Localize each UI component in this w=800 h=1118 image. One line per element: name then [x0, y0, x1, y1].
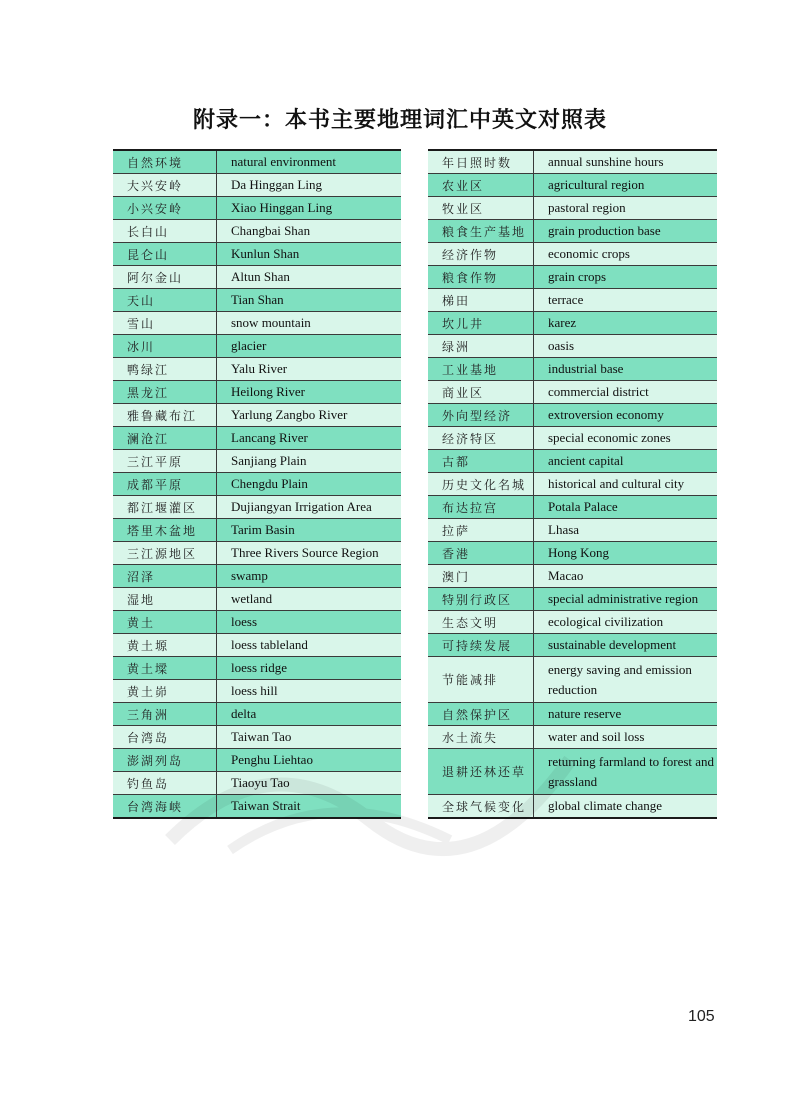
chinese-term: 布达拉宫 [428, 496, 534, 518]
table-row [113, 726, 401, 749]
chinese-term: 澳门 [428, 565, 534, 587]
english-term: Changbai Shan [217, 220, 401, 242]
english-term: returning farmland to forest and grassland [534, 749, 717, 794]
table-row [113, 266, 401, 289]
chinese-term: 工业基地 [428, 358, 534, 380]
table-row [113, 795, 401, 817]
chinese-term: 成都平原 [113, 473, 217, 495]
table-row [428, 174, 717, 197]
chinese-term: 天山 [113, 289, 217, 311]
chinese-term: 自然环境 [113, 151, 217, 173]
english-term: Penghu Liehtao [217, 749, 401, 771]
chinese-term: 可持续发展 [428, 634, 534, 656]
table-row [428, 312, 717, 335]
english-term: economic crops [534, 243, 717, 265]
chinese-term: 鸭绿江 [113, 358, 217, 380]
chinese-term: 黄土墚 [113, 657, 217, 679]
english-term: Yarlung Zangbo River [217, 404, 401, 426]
table-row [428, 266, 717, 289]
english-term: Three Rivers Source Region [217, 542, 401, 564]
table-row [428, 657, 717, 703]
table-row [428, 726, 717, 749]
chinese-term: 昆仑山 [113, 243, 217, 265]
chinese-term: 历史文化名城 [428, 473, 534, 495]
table-row [113, 220, 401, 243]
english-term: swamp [217, 565, 401, 587]
english-term: nature reserve [534, 703, 717, 725]
table-row [428, 197, 717, 220]
english-term: Macao [534, 565, 717, 587]
vocabulary-table-left [113, 149, 401, 819]
chinese-term: 牧业区 [428, 197, 534, 219]
english-term: sustainable development [534, 634, 717, 656]
chinese-term: 雅鲁藏布江 [113, 404, 217, 426]
english-term: Chengdu Plain [217, 473, 401, 495]
chinese-term: 钓鱼岛 [113, 772, 217, 794]
english-term: Lhasa [534, 519, 717, 541]
english-term: global climate change [534, 795, 717, 817]
table-row [428, 634, 717, 657]
english-term: Sanjiang Plain [217, 450, 401, 472]
english-term: special administrative region [534, 588, 717, 610]
chinese-term: 三角洲 [113, 703, 217, 725]
table-row [113, 542, 401, 565]
chinese-term: 古都 [428, 450, 534, 472]
english-term: industrial base [534, 358, 717, 380]
table-row [113, 174, 401, 197]
table-row [113, 243, 401, 266]
english-term: ancient capital [534, 450, 717, 472]
english-term: karez [534, 312, 717, 334]
english-term: loess tableland [217, 634, 401, 656]
chinese-term: 全球气候变化 [428, 795, 534, 817]
english-term: wetland [217, 588, 401, 610]
table-row [113, 358, 401, 381]
chinese-term: 生态文明 [428, 611, 534, 633]
english-term: grain production base [534, 220, 717, 242]
table-row [428, 358, 717, 381]
table-row [113, 197, 401, 220]
vocabulary-table-right [428, 149, 717, 819]
chinese-term: 年日照时数 [428, 151, 534, 173]
chinese-term: 三江平原 [113, 450, 217, 472]
table-row [428, 427, 717, 450]
table-row [428, 450, 717, 473]
table-row [113, 703, 401, 726]
chinese-term: 黄土峁 [113, 680, 217, 702]
table-row [113, 611, 401, 634]
english-term: snow mountain [217, 312, 401, 334]
chinese-term: 大兴安岭 [113, 174, 217, 196]
table-row [428, 519, 717, 542]
chinese-term: 长白山 [113, 220, 217, 242]
english-term: Da Hinggan Ling [217, 174, 401, 196]
english-term: Taiwan Tao [217, 726, 401, 748]
english-term: special economic zones [534, 427, 717, 449]
table-row [428, 496, 717, 519]
english-term: Lancang River [217, 427, 401, 449]
english-term: Altun Shan [217, 266, 401, 288]
chinese-term: 商业区 [428, 381, 534, 403]
english-term: Kunlun Shan [217, 243, 401, 265]
english-term: Hong Kong [534, 542, 717, 564]
english-term: agricultural region [534, 174, 717, 196]
chinese-term: 香港 [428, 542, 534, 564]
table-row [113, 588, 401, 611]
chinese-term: 都江堰灌区 [113, 496, 217, 518]
chinese-term: 澜沧江 [113, 427, 217, 449]
chinese-term: 经济特区 [428, 427, 534, 449]
chinese-term: 退耕还林还草 [428, 749, 534, 794]
english-term: Taiwan Strait [217, 795, 401, 817]
chinese-term: 节能减排 [428, 657, 534, 702]
chinese-term: 阿尔金山 [113, 266, 217, 288]
table-row [428, 381, 717, 404]
table-row [113, 749, 401, 772]
table-row [428, 404, 717, 427]
table-row [113, 680, 401, 703]
english-term: Tian Shan [217, 289, 401, 311]
english-term: Xiao Hinggan Ling [217, 197, 401, 219]
chinese-term: 塔里木盆地 [113, 519, 217, 541]
chinese-term: 梯田 [428, 289, 534, 311]
table-row [113, 634, 401, 657]
table-row [113, 496, 401, 519]
table-row [113, 450, 401, 473]
chinese-term: 粮食生产基地 [428, 220, 534, 242]
chinese-term: 黄土塬 [113, 634, 217, 656]
chinese-term: 冰川 [113, 335, 217, 357]
table-row [428, 565, 717, 588]
chinese-term: 粮食作物 [428, 266, 534, 288]
table-row [113, 151, 401, 174]
english-term: grain crops [534, 266, 717, 288]
table-row [428, 151, 717, 174]
table-row [428, 703, 717, 726]
table-row [428, 289, 717, 312]
english-term: glacier [217, 335, 401, 357]
chinese-term: 雪山 [113, 312, 217, 334]
chinese-term: 水土流失 [428, 726, 534, 748]
english-term: Heilong River [217, 381, 401, 403]
chinese-term: 三江源地区 [113, 542, 217, 564]
chinese-term: 特别行政区 [428, 588, 534, 610]
table-row [113, 565, 401, 588]
english-term: historical and cultural city [534, 473, 717, 495]
chinese-term: 黄土 [113, 611, 217, 633]
chinese-term: 台湾海峡 [113, 795, 217, 817]
table-row [428, 588, 717, 611]
table-row [428, 220, 717, 243]
table-row [113, 335, 401, 358]
table-row [428, 795, 717, 817]
english-term: oasis [534, 335, 717, 357]
english-term: terrace [534, 289, 717, 311]
table-row [428, 611, 717, 634]
table-row [428, 749, 717, 795]
english-term: commercial district [534, 381, 717, 403]
english-term: Tiaoyu Tao [217, 772, 401, 794]
chinese-term: 拉萨 [428, 519, 534, 541]
chinese-term: 绿洲 [428, 335, 534, 357]
english-term: pastoral region [534, 197, 717, 219]
english-term: annual sunshine hours [534, 151, 717, 173]
table-row [113, 404, 401, 427]
english-term: extroversion economy [534, 404, 717, 426]
table-row [428, 335, 717, 358]
table-row [113, 312, 401, 335]
english-term: ecological civilization [534, 611, 717, 633]
english-term: loess [217, 611, 401, 633]
english-term: loess hill [217, 680, 401, 702]
chinese-term: 外向型经济 [428, 404, 534, 426]
english-term: water and soil loss [534, 726, 717, 748]
page-number: 105 [688, 1008, 715, 1025]
english-term: Tarim Basin [217, 519, 401, 541]
table-row [113, 427, 401, 450]
page-title: 附录一：本书主要地理词汇中英文对照表 [192, 108, 607, 133]
table-row [113, 289, 401, 312]
chinese-term: 黑龙江 [113, 381, 217, 403]
chinese-term: 坎儿井 [428, 312, 534, 334]
chinese-term: 经济作物 [428, 243, 534, 265]
table-row [113, 381, 401, 404]
table-row [428, 542, 717, 565]
chinese-term: 小兴安岭 [113, 197, 217, 219]
table-row [113, 473, 401, 496]
chinese-term: 台湾岛 [113, 726, 217, 748]
english-term: Dujiangyan Irrigation Area [217, 496, 401, 518]
english-term: loess ridge [217, 657, 401, 679]
english-term: Potala Palace [534, 496, 717, 518]
english-term: natural environment [217, 151, 401, 173]
chinese-term: 湿地 [113, 588, 217, 610]
english-term: Yalu River [217, 358, 401, 380]
table-row [428, 243, 717, 266]
table-row [428, 473, 717, 496]
chinese-term: 澎湖列岛 [113, 749, 217, 771]
table-row [113, 772, 401, 795]
english-term: energy saving and emission reduction [534, 657, 717, 702]
english-term: delta [217, 703, 401, 725]
chinese-term: 农业区 [428, 174, 534, 196]
table-row [113, 519, 401, 542]
chinese-term: 自然保护区 [428, 703, 534, 725]
chinese-term: 沼泽 [113, 565, 217, 587]
table-row [113, 657, 401, 680]
